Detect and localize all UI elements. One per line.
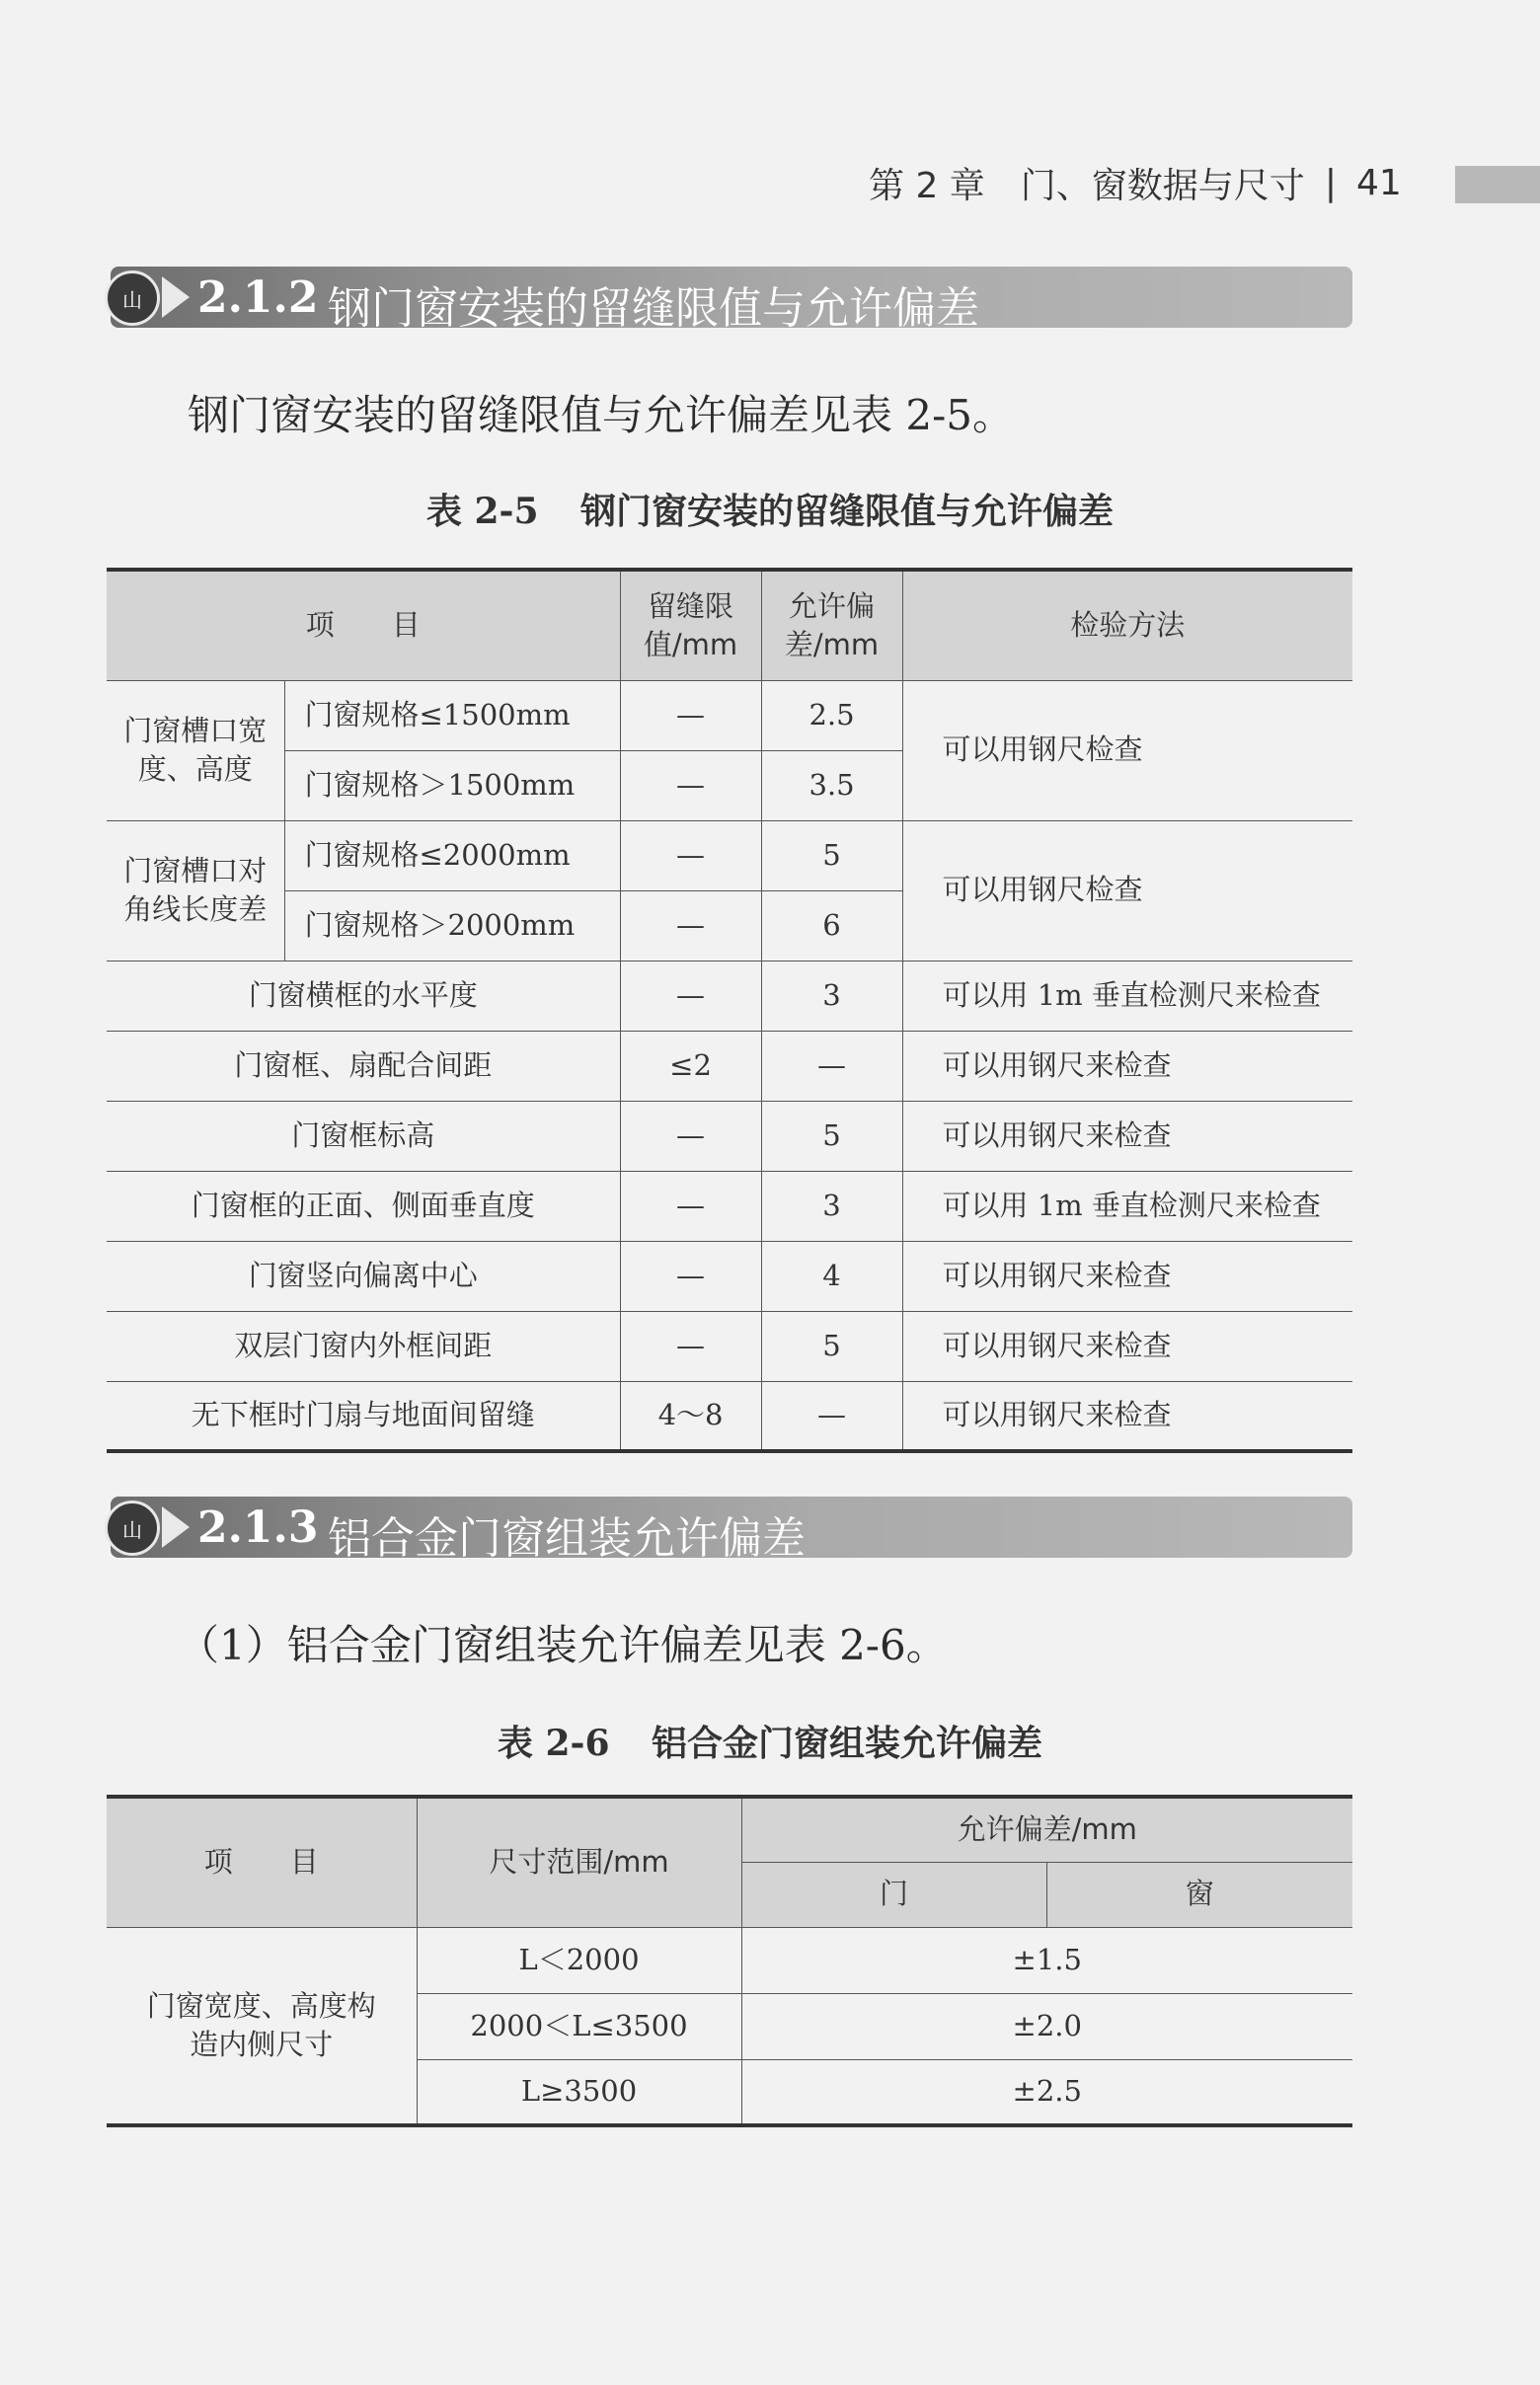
table-number: 表 2-6 bbox=[497, 1723, 610, 1764]
table-title: 钢门窗安装的留缝限值与允许偏差 bbox=[580, 492, 1115, 532]
gap-cell: — bbox=[620, 961, 761, 1031]
section-title: 铝合金门窗组装允许偏差 bbox=[328, 1513, 806, 1564]
section-number: 2.1.3 bbox=[197, 1502, 319, 1553]
category-cell: 门窗槽口对角线长度差 bbox=[107, 820, 284, 961]
tolerance-cell: ±2.5 bbox=[741, 2059, 1352, 2125]
arrow-icon bbox=[162, 1506, 190, 1548]
method-cell: 可以用 1m 垂直检测尺来检查 bbox=[902, 961, 1352, 1031]
table-caption bbox=[0, 484, 1540, 534]
table-row bbox=[107, 820, 1352, 890]
tolerance-cell: 5 bbox=[761, 820, 902, 890]
header-method: 检验方法 bbox=[902, 570, 1352, 680]
tolerance-cell: 3 bbox=[761, 961, 902, 1031]
mountain-icon: 山 bbox=[105, 1500, 160, 1556]
table-row bbox=[107, 1311, 1352, 1381]
table-row bbox=[107, 1381, 1352, 1451]
table-row bbox=[107, 961, 1352, 1031]
item-cell: 门窗框标高 bbox=[107, 1101, 620, 1171]
header-gap: 留缝限值/mm bbox=[620, 570, 761, 680]
header-door: 门 bbox=[741, 1862, 1046, 1927]
method-cell: 可以用 1m 垂直检测尺来检查 bbox=[902, 1171, 1352, 1241]
section-title: 钢门窗安装的留缝限值与允许偏差 bbox=[328, 283, 979, 334]
method-cell: 可以用钢尺来检查 bbox=[902, 1381, 1352, 1451]
table-row bbox=[107, 1031, 1352, 1101]
header-window: 窗 bbox=[1046, 1862, 1352, 1927]
table-row bbox=[107, 1927, 1352, 1993]
tolerance-table-2-6 bbox=[107, 1795, 1352, 2127]
table-row bbox=[107, 1171, 1352, 1241]
tolerance-cell: ±1.5 bbox=[741, 1927, 1352, 1993]
tolerance-cell: 3 bbox=[761, 1171, 902, 1241]
tolerance-cell: 3.5 bbox=[761, 750, 902, 820]
item-cell: 无下框时门扇与地面间留缝 bbox=[107, 1381, 620, 1451]
header-tolerance: 允许偏差/mm bbox=[761, 570, 902, 680]
item-cell: 门窗横框的水平度 bbox=[107, 961, 620, 1031]
table-row bbox=[107, 1101, 1352, 1171]
body-paragraph: 钢门窗安装的留缝限值与允许偏差见表 2-5。 bbox=[188, 391, 1014, 439]
mountain-icon: 山 bbox=[105, 270, 160, 326]
tolerance-cell: — bbox=[761, 1031, 902, 1101]
item-cell: 门窗框、扇配合间距 bbox=[107, 1031, 620, 1101]
tolerance-cell: 2.5 bbox=[761, 680, 902, 750]
gap-cell: — bbox=[620, 680, 761, 750]
range-cell: 2000＜L≤3500 bbox=[417, 1993, 741, 2059]
chapter-label: 第 2 章 bbox=[869, 165, 985, 206]
range-cell: L＜2000 bbox=[417, 1927, 741, 1993]
spec-cell: 门窗规格＞1500mm bbox=[284, 750, 620, 820]
method-cell: 可以用钢尺来检查 bbox=[902, 1311, 1352, 1381]
tolerance-cell: 5 bbox=[761, 1101, 902, 1171]
running-header bbox=[869, 158, 1422, 207]
gap-cell: — bbox=[620, 1101, 761, 1171]
section-heading-2-1-2 bbox=[111, 267, 1352, 334]
item-cell: 门窗框的正面、侧面垂直度 bbox=[107, 1171, 620, 1241]
table-caption bbox=[0, 1716, 1540, 1766]
tolerance-cell: ±2.0 bbox=[741, 1993, 1352, 2059]
body-paragraph: （1）铝合金门窗组装允许偏差见表 2-6。 bbox=[178, 1621, 948, 1669]
method-cell: 可以用钢尺来检查 bbox=[902, 1241, 1352, 1311]
table-row bbox=[107, 1241, 1352, 1311]
header-size-range: 尺寸范围/mm bbox=[417, 1797, 741, 1927]
chapter-title: 门、窗数据与尺寸 bbox=[1020, 165, 1305, 206]
tolerance-cell: 4 bbox=[761, 1241, 902, 1311]
section-heading-2-1-3 bbox=[111, 1497, 1352, 1564]
category-cell: 门窗宽度、高度构造内侧尺寸 bbox=[107, 1927, 417, 2125]
page-corner-tab bbox=[1455, 166, 1540, 203]
spec-cell: 门窗规格≤2000mm bbox=[284, 820, 620, 890]
gap-cell: 4～8 bbox=[620, 1381, 761, 1451]
spec-cell: 门窗规格＞2000mm bbox=[284, 890, 620, 961]
arrow-icon bbox=[162, 276, 190, 318]
table-row bbox=[107, 680, 1352, 750]
item-cell: 双层门窗内外框间距 bbox=[107, 1311, 620, 1381]
header-separator: | bbox=[1324, 162, 1337, 203]
range-cell: L≥3500 bbox=[417, 2059, 741, 2125]
category-cell: 门窗槽口宽度、高度 bbox=[107, 680, 284, 820]
gap-cell: ≤2 bbox=[620, 1031, 761, 1101]
table-header-row bbox=[107, 570, 1352, 680]
method-cell: 可以用钢尺检查 bbox=[902, 820, 1352, 961]
tolerance-cell: 5 bbox=[761, 1311, 902, 1381]
gap-cell: — bbox=[620, 820, 761, 890]
tolerance-cell: 6 bbox=[761, 890, 902, 961]
gap-cell: — bbox=[620, 1171, 761, 1241]
gap-cell: — bbox=[620, 750, 761, 820]
table-number: 表 2-5 bbox=[425, 491, 539, 532]
tolerance-cell: — bbox=[761, 1381, 902, 1451]
page-number: 41 bbox=[1355, 162, 1402, 203]
spec-cell: 门窗规格≤1500mm bbox=[284, 680, 620, 750]
section-number: 2.1.2 bbox=[197, 272, 319, 323]
method-cell: 可以用钢尺检查 bbox=[902, 680, 1352, 820]
table-header-row bbox=[107, 1797, 1352, 1862]
table-title: 铝合金门窗组装允许偏差 bbox=[652, 1724, 1043, 1764]
gap-cell: — bbox=[620, 890, 761, 961]
header-item: 项 目 bbox=[107, 570, 620, 680]
gap-cell: — bbox=[620, 1311, 761, 1381]
header-tolerance: 允许偏差/mm bbox=[741, 1797, 1352, 1862]
tolerance-table-2-5 bbox=[107, 568, 1352, 1453]
method-cell: 可以用钢尺来检查 bbox=[902, 1031, 1352, 1101]
method-cell: 可以用钢尺来检查 bbox=[902, 1101, 1352, 1171]
gap-cell: — bbox=[620, 1241, 761, 1311]
header-item: 项 目 bbox=[107, 1797, 417, 1927]
item-cell: 门窗竖向偏离中心 bbox=[107, 1241, 620, 1311]
